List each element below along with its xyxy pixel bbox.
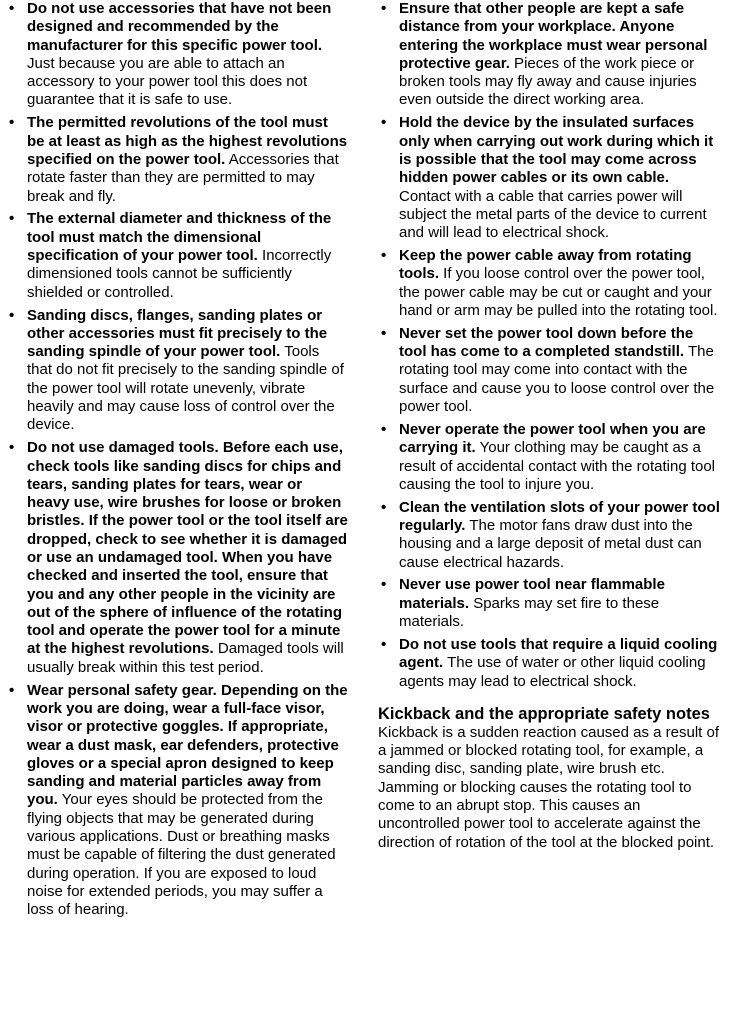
bullet-icon: • <box>9 0 15 17</box>
list-item: • The permitted revolutions of the tool must be at least as high as the highest revolutions specified on the power tool. Accessories that rotate faster than they are permitted to may break and fly. <box>9 114 348 205</box>
safety-list-right <box>378 0 723 691</box>
bullet-icon: • <box>381 576 387 594</box>
bullet-icon: • <box>9 439 15 457</box>
list-item: • Do not use damaged tools. Before each use, check tools like sanding discs for chips and tears, sanding plates for tears, wear or heavy use, wire brushes for loose or broken bristles. If the power tool or the tool itself are dropped, check to see whether it is damaged or use an undamaged tool. When you have checked and inserted the tool, ensure that you and any other people in the vicinity are out of the sphere of influence of the rotating tool and operate the power tool for a minute at the highest revolutions. Damaged tools will usually break within this test period. <box>9 439 348 676</box>
list-item: • Never operate the power tool when you are carrying it. Your clothing may be caught as a result of accidental contact with the rotating tool causing the tool to injure you. <box>381 420 716 493</box>
bullet-icon: • <box>381 0 387 17</box>
bullet-icon: • <box>381 635 387 653</box>
right-column <box>378 0 723 852</box>
section-heading: Kickback and the appropriate safety notes <box>378 704 710 723</box>
section-body: Kickback is a sudden reaction caused as a result of a jammed or blocked rotating tool, for example, a sanding disc, sanding plate, wire brush etc. Jamming or blocking causes the rotating tool to come to an abrupt stop. This causes an uncontrolled power tool to accelerate against the direction of rotation of the tool at the blocked point. <box>378 723 720 851</box>
bullet-icon: • <box>9 114 15 132</box>
list-item: • The external diameter and thickness of the tool must match the dimensional specification of your power tool. Incorrectly dimensioned tools cannot be sufficiently shielded or controlled. <box>9 210 332 301</box>
bullet-icon: • <box>9 306 15 324</box>
bullet-icon: • <box>381 498 387 516</box>
kickback-section <box>378 705 723 852</box>
bullet-icon: • <box>381 420 387 438</box>
list-item: • Sanding discs, flanges, sanding plates or other accessories must fit precisely to the sanding spindle of your power tool. Tools that do not fit precisely to the sanding spindle of the power tool will rotate unevenly, vibrate heavily and may cause loss of control over the device. <box>9 306 344 434</box>
list-item: • Never set the power tool down before the tool has come to a completed standstill. The rotating tool may come into contact with the surface and cause you to loose control over the power tool. <box>381 324 715 416</box>
left-column <box>6 0 348 924</box>
list-item: • Hold the device by the insulated surfaces only when carrying out work during which it is possible that the tool may come across hidden power cables or its own cable. Contact with a cable that carries power will subject the metal parts of the device to current and will lead to electrical shock. <box>381 114 714 242</box>
list-item: • Clean the ventilation slots of your power tool regularly. The motor fans draw dust into the housing and a large deposit of metal dust can cause electrical hazards. <box>381 498 720 571</box>
bullet-icon: • <box>381 114 387 132</box>
bullet-icon: • <box>381 324 387 342</box>
bullet-icon: • <box>9 210 15 228</box>
list-item: • Never use power tool near flammable materials. Sparks may set fire to these materials. <box>381 576 665 631</box>
list-item: • Ensure that other people are kept a safe distance from your workplace. Anyone entering the workplace must wear personal protective gear. Pieces of the work piece or broken tools may fly away and cause injuries even outside the direct working area. <box>381 0 708 109</box>
list-item: • Do not use accessories that have not been designed and recommended by the manufacturer for this specific power tool. Just because you are able to attach an accessory to your power tool this does not guarantee that it is safe to use. <box>9 0 332 109</box>
list-item: • Do not use tools that require a liquid cooling agent. The use of water or other liquid cooling agents may lead to electrical shock. <box>381 635 718 690</box>
bullet-icon: • <box>9 681 15 699</box>
safety-list-left <box>6 0 348 920</box>
list-item: • Wear personal safety gear. Depending on the work you are doing, wear a full-face visor, visor or protective goggles. If appropriate, wear a dust mask, ear defenders, protective gloves or a special apron designed to keep sanding and material particles away from you. Your eyes should be protected from the flying objects that may be generated during various applications. Dust or breathing masks must be capable of filtering the dust generated during operation. If you are exposed to loud noise for extended periods, you may suffer a loss of hearing. <box>9 681 348 919</box>
bullet-icon: • <box>381 247 387 265</box>
list-item: • Keep the power cable away from rotating tools. If you loose control over the power tool, the power cable may be cut or caught and your hand or arm may be pulled into the rotating tool. <box>381 247 718 319</box>
